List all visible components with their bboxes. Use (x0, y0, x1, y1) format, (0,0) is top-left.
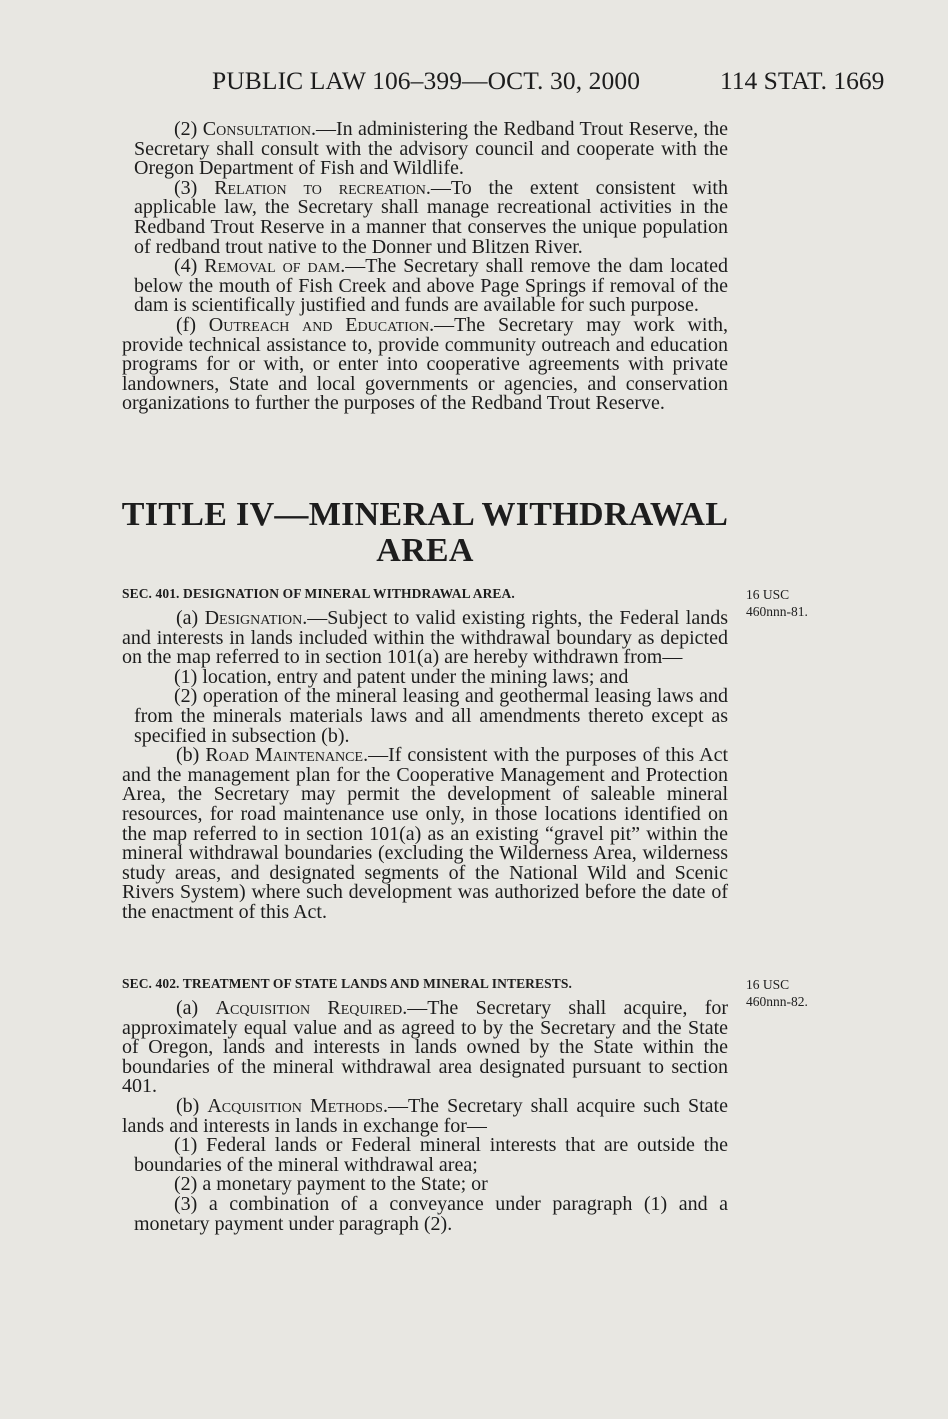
subsection-heading: Acquisition Methods (207, 1094, 383, 1117)
subsection-road-maintenance: (b) Road Maintenance.—If consistent with the purposes of this Act and the management plan for the Cooperative Management and Protection Area, the Secretary may permit the development of saleable mineral resources, for road maintenance use only, in those locations identified on the map referred to in section 101(a) as an existing “gravel pit” within the mineral withdrawal boundaries (excluding the Wilderness Area, wilderness study areas, and designated segments of the National Wild and Scenic Rivers System) where such development was authorized before the date of the enactment of this Act. (122, 744, 729, 923)
title-line-1: TITLE IV—MINERAL WITHDRAWAL (121, 496, 729, 533)
subsection-outreach-and-education: (f) Outreach and Education.—The Secretary may work with, provide technical assistance to, provide community outreach and education programs for or with, or enter into cooperative agreements with private landowners, State and local governments or agencies, and conservation organizations to further the purposes of the Redband Trout Reserve. (122, 313, 729, 415)
paragraph-item-2: (2) operation of the mineral leasing and geothermal leasing laws and from the minerals materials laws and all amendments thereto except as specified in subsection (b). (134, 685, 728, 747)
title-heading (80, 497, 770, 569)
section-401-usc-note: 16 USC 460nnn-81. (746, 587, 808, 619)
subsection-heading: Outreach and Education (208, 313, 430, 336)
paragraph-item-3: (3) a combination of a conveyance under paragraph (1) and a monetary payment under paragraph (2). (134, 1192, 728, 1235)
paragraph-removal-of-dam: (4) Removal of dam.—The Secretary shall remove the dam located below the mouth of Fish Creek and above Page Springs if removal of the dam is scientifically justified and funds are available for such purpose. (134, 255, 728, 317)
subsection-heading: Designation (204, 607, 303, 629)
running-header: PUBLIC LAW 106–399—OCT. 30, 2000 (212, 66, 641, 95)
paragraph-item-2: (2) a monetary payment to the State; or (174, 1173, 488, 1196)
title-line-2: AREA (376, 532, 474, 569)
subsection-acquisition-required: (a) Acquisition Required.—The Secretary shall acquire, for approximately equal value and as agreed to by the Secretary and the State of Oregon, lands and interests in lands owned by the State within the boundaries of the mineral withdrawal area designated pursuant to section 401. (122, 997, 729, 1098)
section-401-heading: SEC. 401. DESIGNATION OF MINERAL WITHDRAWAL AREA. (122, 586, 515, 601)
page-number: 114 STAT. 1669 (720, 66, 885, 95)
paragraph-heading: Relation to recreation (214, 176, 426, 199)
section-402-usc-note: 16 USC 460nnn-82. (746, 977, 808, 1009)
paragraph-heading: Consultation (202, 118, 311, 140)
section-401-body (122, 609, 728, 923)
subsection-heading: Acquisition Required (215, 997, 403, 1019)
paragraph-heading: Removal of dam (204, 255, 341, 278)
section-402-body (122, 999, 728, 1234)
subsection-designation: (a) Designation.—Subject to valid existing rights, the Federal lands and interests in lands included within the withdrawal boundary as depicted on the map referred to in section 101(a) are hereby withdrawn from— (122, 607, 729, 669)
paragraph-item-1: (1) location, entry and patent under the mining laws; and (174, 665, 629, 688)
paragraph-item-1: (1) Federal lands or Federal mineral interests that are outside the boundaries of the mineral withdrawal area; (134, 1134, 728, 1176)
paragraph-consultation: (2) Consultation.—In administering the Redband Trout Reserve, the Secretary shall consult with the advisory council and cooperate with the Oregon Department of Fish and Wildlife. (134, 118, 729, 180)
section-402-heading: SEC. 402. TREATMENT OF STATE LANDS AND MINERAL INTERESTS. (122, 976, 572, 991)
subsection-acquisition-methods: (b) Acquisition Methods.—The Secretary shall acquire such State lands and interests in lands in exchange for— (122, 1094, 728, 1137)
subsection-heading: Road Maintenance (205, 744, 364, 767)
paragraph-relation-to-recreation: (3) Relation to recreation.—To the extent consistent with applicable law, the Secretary shall manage recreational activities in the Redband Trout Reserve in a manner that conserves the unique population of redband trout native to the Donner und Blitzen River. (134, 176, 728, 258)
subsection-e-continued (122, 120, 728, 414)
